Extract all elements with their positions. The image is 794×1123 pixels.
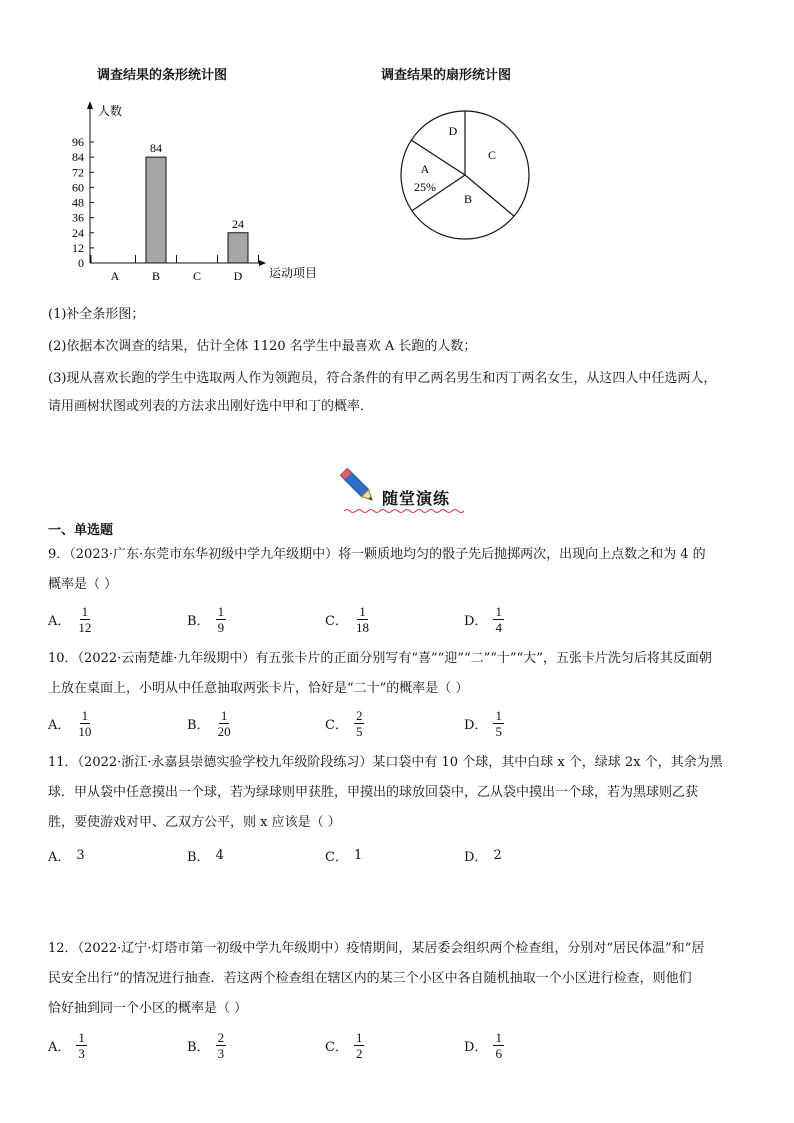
q9-option-a[interactable]: [48, 604, 93, 635]
banner-underline: [344, 508, 464, 514]
section-heading: 一、单选题: [48, 523, 114, 538]
q11-line-1: 11．（2022·浙江·永嘉县崇德实验学校九年级阶段练习）某口袋中有 10 个球，其中白球 x 个，绿球 2x 个，其余为黑: [48, 755, 723, 770]
y-tick-label: 36: [72, 210, 84, 225]
q12-option-c[interactable]: [325, 1030, 364, 1061]
denominator: 3: [217, 1046, 225, 1061]
q12-line-1: 12．（2022·辽宁·灯塔市第一初级中学九年级期中）疫情期间，某居委会组织两个检查组，分别对“居民体温”和“居: [48, 941, 705, 956]
question-2: (2)依据本次调查的结果，估计全体 1120 名学生中最喜欢 A 长跑的人数；: [48, 339, 477, 354]
option-letter: C．: [325, 1040, 348, 1055]
option-letter: B．: [187, 1040, 210, 1055]
q12-line-3: 恰好抽到同一个小区的概率是（ ）: [48, 1001, 248, 1016]
numerator: 1: [495, 708, 502, 723]
x-tick-label: B: [151, 269, 161, 283]
question-1: (1)补全条形图；: [48, 307, 145, 322]
q11-line-3: 胜，要使游戏对甲、乙双方公平，则 x 应该是（ ）: [48, 815, 341, 830]
question-3-line-1: (3)现从喜欢长跑的学生中选取两人作为领跑员，符合条件的有甲乙两名男生和丙丁两名女生，从这四人中任选两人，: [48, 371, 717, 386]
denominator: 5: [355, 724, 363, 739]
option-letter: C．: [325, 850, 348, 865]
fraction: [354, 604, 371, 635]
fraction: [76, 604, 93, 635]
y-axis-label: 人数: [98, 104, 123, 118]
pie-chart-title: 调查结果的扇形统计图: [381, 68, 512, 83]
q10-option-a[interactable]: [48, 708, 93, 739]
option-letter: C．: [325, 718, 348, 733]
option-letter: D．: [464, 1040, 488, 1055]
q9-option-b[interactable]: [187, 604, 226, 635]
q11-option-a[interactable]: [48, 846, 85, 865]
bar-B: [146, 157, 166, 263]
pencil-icon: [336, 462, 380, 510]
x-tick-label: D: [233, 269, 243, 283]
denominator: 4: [495, 620, 502, 635]
x-axis-label: 运动项目: [269, 266, 318, 280]
option-letter: B．: [187, 718, 210, 733]
pie-slice-B-label: B: [463, 192, 473, 206]
numerator: 1: [78, 1030, 85, 1045]
q10-option-c[interactable]: [325, 708, 364, 739]
fraction: [493, 604, 504, 635]
q11-line-2: 球．甲从袋中任意摸出一个球，若为绿球则甲获胜，甲摸出的球放回袋中，乙从袋中摸出一个球，若为黑球则乙获: [48, 785, 699, 800]
denominator: 18: [355, 620, 369, 635]
bar-value-label: 84: [150, 141, 162, 156]
option-letter: B．: [187, 614, 210, 629]
denominator: 5: [495, 724, 502, 739]
fraction: [354, 708, 365, 739]
fraction: [216, 1030, 227, 1061]
numerator: 1: [495, 604, 502, 619]
q9-line-1: 9．（2023·广东·东莞市东华初级中学九年级期中）将一颗质地均匀的骰子先后抛掷两次，出现向上点数之和为 4 的: [48, 547, 706, 562]
bar-chart: [55, 95, 345, 285]
y-tick-label: 0: [78, 256, 84, 270]
q9-line-2: 概率是（ ）: [48, 577, 118, 592]
x-tick-label: A: [110, 269, 120, 283]
q11-option-c[interactable]: [325, 846, 362, 865]
q10-option-d[interactable]: [464, 708, 504, 739]
q12-option-a[interactable]: [48, 1030, 87, 1061]
fraction: [76, 1030, 87, 1061]
denominator: 2: [355, 1046, 363, 1061]
option-letter: A．: [48, 718, 71, 733]
option-letter: D．: [464, 614, 488, 629]
numerator: 2: [217, 1030, 225, 1045]
bar-value-label: 24: [232, 216, 244, 231]
x-axis-arrow: [259, 260, 266, 266]
fraction: [493, 708, 504, 739]
option-letter: A．: [48, 614, 71, 629]
option-value: 3: [76, 848, 85, 863]
y-tick-label: 60: [72, 180, 84, 195]
pie-slice-A-label: A: [420, 162, 430, 176]
pie-slice-D-label: D: [448, 124, 458, 138]
pie-slice-C-label: C: [487, 148, 497, 162]
numerator: 1: [355, 1030, 363, 1045]
numerator: 1: [359, 604, 366, 619]
option-letter: A．: [48, 850, 71, 865]
q11-option-d[interactable]: [464, 846, 502, 865]
q10-line-1: 10．（2022·云南楚雄·九年级期中）有五张卡片的正面分别写有“喜”“迎”“二”“十”“大”，五张卡片洗匀后将其反面朝: [48, 651, 712, 666]
denominator: 12: [78, 620, 92, 635]
denominator: 3: [78, 1046, 85, 1061]
numerator: 1: [217, 604, 225, 619]
bar-chart-title: 调查结果的条形统计图: [97, 68, 228, 83]
q12-option-d[interactable]: [464, 1030, 504, 1061]
option-value: 1: [353, 848, 363, 863]
fraction: [493, 1030, 504, 1061]
x-tick-label: C: [192, 269, 202, 283]
question-3-line-2: 请用画树状图或列表的方法求出刚好选中甲和丁的概率．: [48, 399, 374, 414]
fraction: [76, 708, 93, 739]
q11-option-b[interactable]: [187, 846, 224, 865]
option-value: 2: [493, 848, 502, 863]
pie-chart: [395, 105, 535, 245]
numerator: 2: [355, 708, 363, 723]
y-tick-label: 24: [72, 225, 84, 240]
pie-slice-A-value: 25%: [414, 180, 436, 194]
y-tick-label: 48: [72, 195, 84, 210]
option-letter: C．: [325, 614, 348, 629]
q9-option-d[interactable]: [464, 604, 504, 635]
denominator: 20: [217, 724, 231, 739]
q12-line-2: 民安全出行”的情况进行抽查．若这两个检查组在辖区内的某三个小区中各自随机抽取一个小区进行检查，则他们: [48, 971, 692, 986]
y-tick-label: 72: [72, 165, 84, 180]
denominator: 6: [495, 1046, 502, 1061]
y-axis-arrow: [87, 101, 93, 109]
numerator: 1: [81, 708, 89, 723]
numerator: 1: [495, 1030, 502, 1045]
q9-option-c[interactable]: [325, 604, 371, 635]
fraction: [354, 1030, 365, 1061]
y-tick-label: 84: [72, 150, 84, 165]
fraction: [216, 708, 233, 739]
denominator: 10: [78, 724, 92, 739]
y-tick-label: 96: [72, 135, 84, 149]
option-letter: A．: [48, 1040, 71, 1055]
q10-option-b[interactable]: [187, 708, 233, 739]
option-letter: D．: [464, 718, 488, 733]
numerator: 1: [81, 604, 89, 619]
numerator: 1: [220, 708, 228, 723]
bar-D: [228, 233, 248, 263]
q10-line-2: 上放在桌面上，小明从中任意抽取两张卡片，恰好是“二十”的概率是（ ）: [48, 681, 469, 696]
y-tick-label: 12: [72, 240, 84, 255]
q12-option-b[interactable]: [187, 1030, 226, 1061]
denominator: 9: [217, 620, 225, 635]
option-value: 4: [215, 848, 224, 863]
option-letter: D．: [464, 850, 488, 865]
option-letter: B．: [187, 850, 210, 865]
practice-banner: [336, 462, 466, 514]
banner-title: 随堂演练: [382, 489, 451, 508]
fraction: [216, 604, 227, 635]
